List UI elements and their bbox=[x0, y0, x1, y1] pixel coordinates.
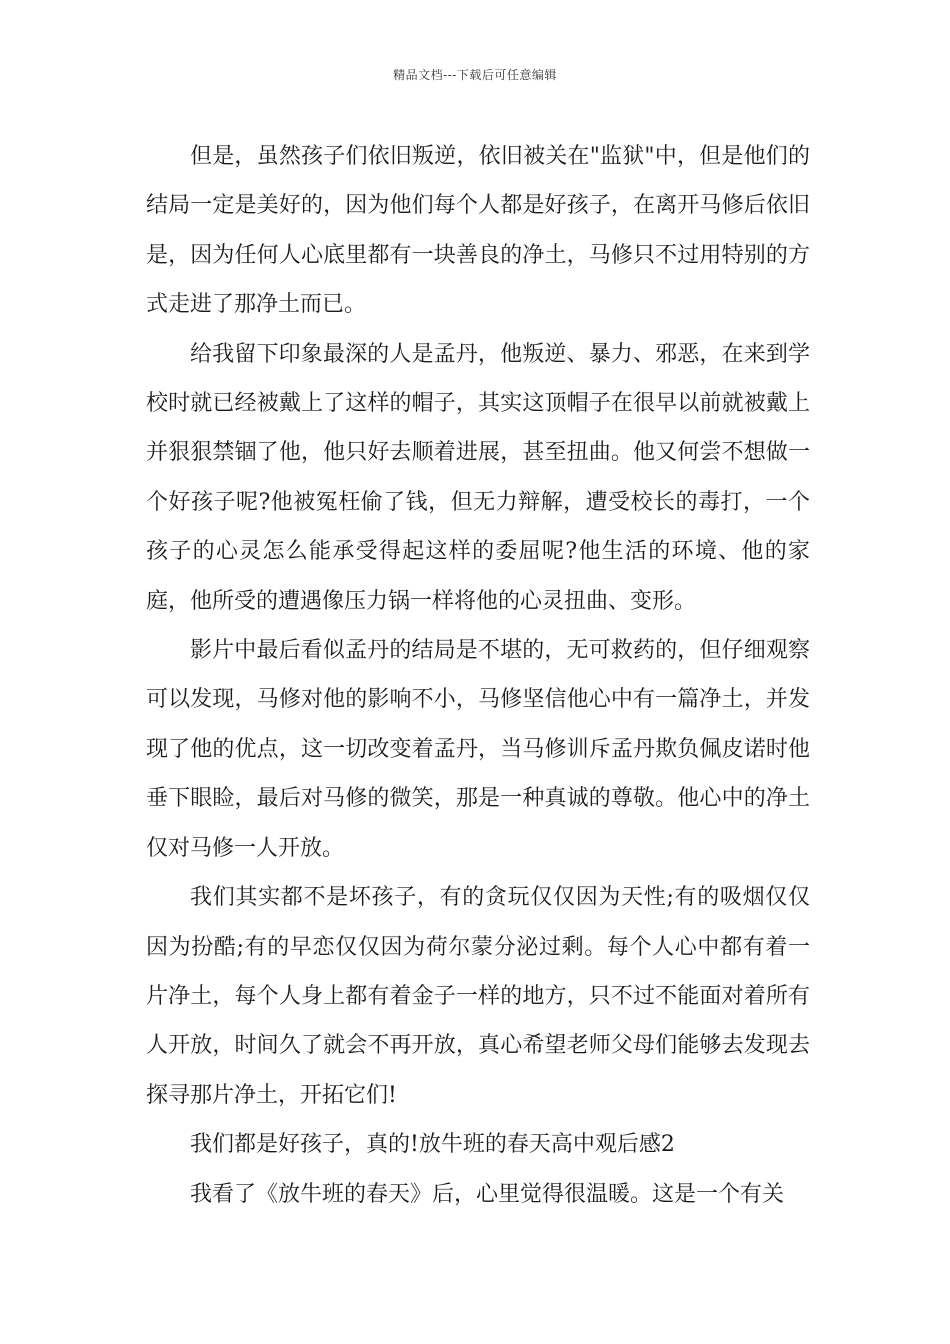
page-header: 精品文档---下载后可任意编辑 bbox=[393, 68, 557, 82]
paragraph-5: 我看了《放牛班的春天》后，心里觉得很温暖。这是一个有关 bbox=[190, 1181, 785, 1207]
paragraph-1: 但是，虽然孩子们依旧叛逆，依旧被关在"监狱"中，但是他们的结局一定是美好的，因为他们每个人都是好孩子，在离开马修后依旧是，因为任何人心底里都有一块善良的净土，马修只不过用特别的方式走进了那净土而已。 bbox=[146, 144, 810, 318]
section-title: 我们都是好孩子，真的!放牛班的春天高中观后感2 bbox=[190, 1132, 675, 1158]
document-body bbox=[146, 132, 810, 1219]
paragraph-3: 影片中最后看似孟丹的结局是不堪的，无可救药的，但仔细观察可以发现，马修对他的影响不小，马修坚信他心中有一篇净土，并发现了他的优点，这一切改变着孟丹，当马修训斥孟丹欺负佩皮诺时他垂下眼睑，最后对马修的微笑，那是一种真诚的尊敬。他心中的净土仅对马修一人开放。 bbox=[146, 638, 810, 861]
paragraph-2: 给我留下印象最深的人是孟丹，他叛逆、暴力、邪恶，在来到学校时就已经被戴上了这样的帽子，其实这顶帽子在很早以前就被戴上并狠狠禁锢了他，他只好去顺着进展，甚至扭曲。他又何尝不想做一个好孩子呢?他被冤枉偷了钱，但无力辩解，遭受校长的毒打，一个孩子的心灵怎么能承受得起这样的委屈呢?他生活的环境、他的家庭，他所受的遭遇像压力锅一样将他的心灵扭曲、变形。 bbox=[146, 341, 810, 614]
paragraph-4: 我们其实都不是坏孩子，有的贪玩仅仅因为天性;有的吸烟仅仅因为扮酷;有的早恋仅仅因为荷尔蒙分泌过剩。每个人心中都有着一片净土，每个人身上都有着金子一样的地方，只不过不能面对着所有人开放，时间久了就会不再开放，真心希望老师父母们能够去发现去探寻那片净土，开拓它们! bbox=[146, 885, 810, 1108]
